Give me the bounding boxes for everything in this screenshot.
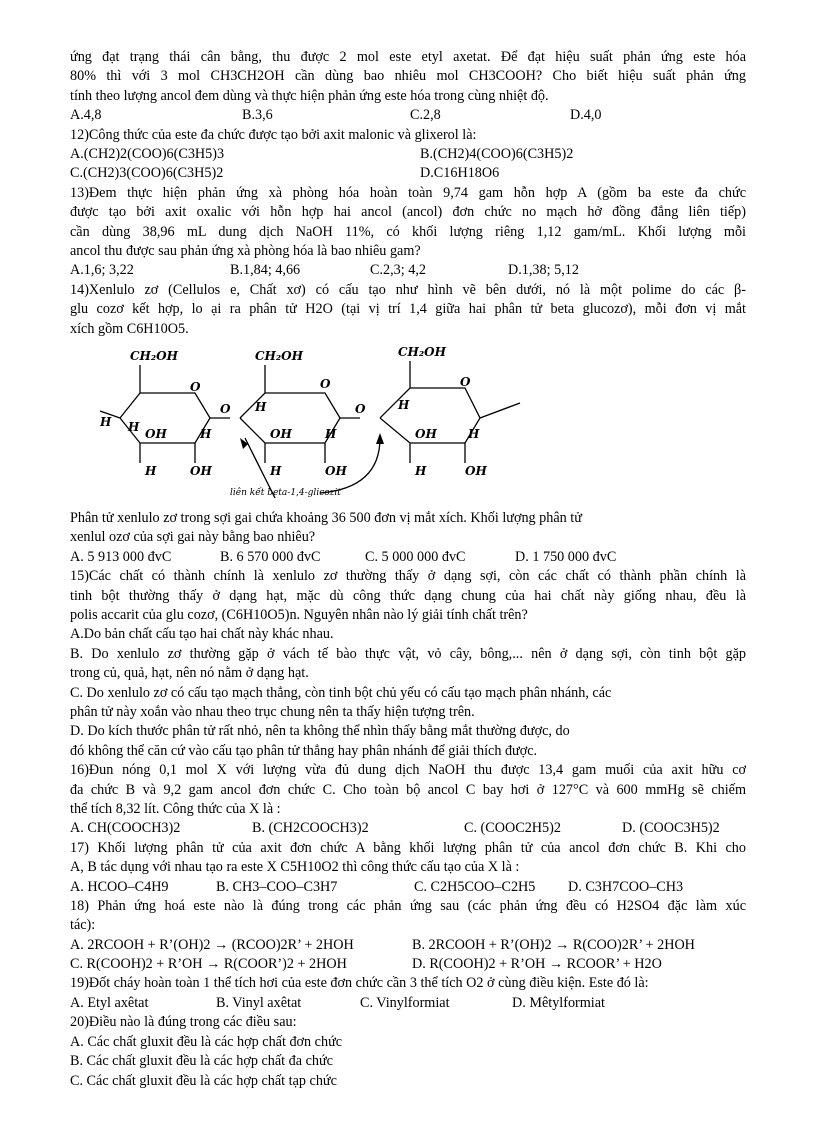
ring2-h2-label: H	[325, 426, 337, 441]
q18-option-c: C. R(COOH)2 + R’OH → R(COOR’)2 + 2HOH	[70, 956, 347, 973]
q13-line-2: được tạo bởi axit oxalic với hỗn hợp hai ancol (ancol) đơn chức no mạch hở đồng đẳng liên tiếp)	[70, 204, 746, 221]
q14-line-1: 14)Xenlulo zơ (Cellulos e, Chất xơ) có cấu tạo như hình vẽ bên dưới, nó là một polime do các β-	[70, 281, 746, 298]
q17-options	[70, 878, 746, 897]
q15-option-d-line-1: D. Do kích thước phân tử rất nhỏ, nên ta không thể nhìn thấy bằng mắt thường được, do	[70, 723, 570, 740]
intro-option-c: C.2,8	[410, 107, 441, 124]
q15-option-b-line-2: trong củ, quả, hạt, nên nó nằm ở dạng hạt.	[70, 665, 309, 682]
q14-option-b: B. 6 570 000 đvC	[220, 548, 321, 565]
intro-option-d: D.4,0	[570, 107, 602, 124]
q15-line-3: polis accarit của glu cozơ, (C6H10O5)n. Nguyên nhân nào lý giải tính chất trên?	[70, 606, 528, 623]
cellulose-structure-diagram	[80, 343, 550, 503]
q14-options	[70, 548, 746, 567]
ring1-h3-label: H	[145, 463, 157, 478]
intro-line-3: tính theo lượng ancol đem dùng và thực hiện phản ứng este hóa trong cùng nhiệt độ.	[70, 87, 549, 104]
q15-line-2: tinh bột thường thấy ở dạng hạt, mặc dù công thức dạng chung của hai chất này giống nhau, đều là	[70, 587, 746, 604]
ring1-ch2oh-label: CH₂OH	[130, 348, 178, 363]
q12-option-d: D.C16H18O6	[420, 165, 500, 182]
ring2-oh2-label: OH	[325, 463, 347, 478]
q12-options-row-2	[70, 164, 746, 183]
q13-line-1: 13)Đem thực hiện phản ứng xà phòng hóa hoàn toàn 9,74 gam hỗn hợp A (gồm ba este đa chức	[70, 184, 746, 201]
q12-option-a: A.(CH2)2(COO)6(C3H5)3	[70, 145, 225, 162]
q15-option-d-line-2: đó không thể căn cứ vào cấu tạo phân tử thẳng hay phân nhánh để giải thích được.	[70, 742, 538, 759]
q20-option-b: B. Các chất gluxit đều là các hợp chất đa chức	[70, 1053, 333, 1070]
q19-options	[70, 994, 746, 1013]
q14-line-3: xích gồm C6H10O5.	[70, 320, 189, 337]
q16-option-a: A. CH(COOCH3)2	[70, 820, 181, 837]
q14-option-c: C. 5 000 000 đvC	[365, 548, 466, 565]
q12-stem: 12)Công thức của este đa chức được tạo bởi axit malonic và glixerol là:	[70, 126, 477, 143]
intro-line-2: 80% thì với 3 mol CH3CH2OH cần dùng bao nhiêu mol CH3COOH? Cho biết hiệu suất phản ứng	[70, 68, 746, 85]
q18-options-row-1	[70, 936, 746, 955]
q15-option-c-line-2: phân tử này xoắn vào nhau theo trục chung nên ta thấy hiện tượng trên.	[70, 703, 475, 720]
q18-line-1: 18) Phản ứng hoá este nào là đúng trong các phản ứng sau (các phản ứng đều có H2SO4 đặc làm xúc	[70, 897, 746, 914]
q15-option-b-line-1: B. Do xenlulo zơ thường gặp ở vách tế bào thực vật, vỏ cây, bông,... nên ở dạng sợi, còn tinh bột gặp	[70, 645, 746, 662]
q20-option-a: A. Các chất gluxit đều là các hợp chất đơn chức	[70, 1033, 343, 1050]
q14-after-line-1: Phân tử xenlulo zơ trong sợi gai chứa khoảng 36 500 đơn vị mắt xích. Khối lượng phân tử	[70, 509, 582, 526]
q17-option-a: A. HCOO–C4H9	[70, 878, 169, 895]
q15-option-c-line-1: C. Do xenlulo zơ có cấu tạo mạch thẳng, còn tinh bột chủ yếu có cấu tạo mạch phân nhánh, các	[70, 684, 612, 701]
ring1-h4-label: H	[200, 426, 212, 441]
q16-option-b: B. (CH2COOCH3)2	[252, 820, 369, 837]
q20-option-c: C. Các chất gluxit đều là các hợp chất tạp chức	[70, 1072, 337, 1089]
q14-option-d: D. 1 750 000 đvC	[515, 548, 617, 565]
glycosidic-bond-caption: liên kết beta-1,4-glicozit	[230, 487, 341, 498]
cellulose-structure-figure	[70, 343, 746, 503]
q19-option-d: D. Mêtylformiat	[512, 994, 605, 1011]
q14-line-2: glu cozơ kết hợp, lo ại ra phân tử H2O (tại vị trí 1,4 giữa hai phân tử beta glucozơ), mỗi đơn vị mắt	[70, 301, 746, 318]
intro-option-b: B.3,6	[242, 107, 273, 124]
q16-line-3: thể tích 8,32 lít. Công thức của X là :	[70, 800, 281, 817]
q19-stem: 19)Đốt cháy hoàn toàn 1 thể tích hơi của este đơn chức cần 3 thể tích O2 ở cùng điều kiện. Este đó là:	[70, 975, 649, 992]
q17-line-2: A, B tác dụng với nhau tạo ra este X C5H10O2 thì công thức cấu tạo của X là :	[70, 859, 520, 876]
q12-option-b: B.(CH2)4(COO)6(C3H5)2	[420, 145, 574, 162]
ring1-oxygen-label: O	[190, 379, 201, 394]
q13-option-a: A.1,6; 3,22	[70, 262, 134, 279]
q13-option-c: C.2,3; 4,2	[370, 262, 426, 279]
ring2-h3-label: H	[270, 463, 282, 478]
ring2-h-label: H	[255, 399, 267, 414]
q17-option-c: C. C2H5COO–C2H5	[414, 878, 536, 895]
q17-line-1: 17) Khối lượng phân tử của axit đơn chức A bằng khối lượng phân tử của ancol đơn chức B. Khi cho	[70, 839, 746, 856]
q16-option-c: C. (COOC2H5)2	[464, 820, 561, 837]
ring3-oxygen-label: O	[460, 374, 471, 389]
q12-option-c: C.(CH2)3(COO)6(C3H5)2	[70, 165, 224, 182]
q19-option-b: B. Vinyl axêtat	[216, 994, 302, 1011]
q19-option-c: C. Vinylformiat	[360, 994, 450, 1011]
ring3-oh-label: OH	[415, 426, 437, 441]
intro-options	[70, 106, 746, 125]
q16-line-1: 16)Đun nóng 0,1 mol X với lượng vừa đủ dung dịch NaOH thu được 13,4 gam muối của axit hữu cơ	[70, 762, 746, 779]
q16-line-2: đa chức B và 9,2 gam ancol đơn chức C. Cho toàn bộ ancol C bay hơi ở 127°C và 600 mmHg sẽ chiếm	[70, 781, 746, 798]
q13-option-b: B.1,84; 4,66	[230, 262, 301, 279]
q18-option-b: B. 2RCOOH + R’(OH)2 → R(COO)2R’ + 2HOH	[412, 936, 695, 953]
ring2-oh-label: OH	[270, 426, 292, 441]
q16-option-d: D. (COOC3H5)2	[622, 820, 720, 837]
ring3-h-label: H	[398, 397, 410, 412]
q18-option-d: D. R(COOH)2 + R’OH → RCOOR’ + H2O	[412, 956, 662, 973]
q13-line-4: ancol thu được sau phản ứng xà phòng hóa là bao nhiêu gam?	[70, 242, 421, 259]
q14-after-line-2: xenlul ozơ của sợi gai này bằng bao nhiêu?	[70, 529, 316, 546]
ring2-oxygen-label: O	[320, 376, 331, 391]
q19-option-a: A. Etyl axêtat	[70, 994, 149, 1011]
ring2-ch2oh-label: CH₂OH	[255, 348, 303, 363]
q13-options	[70, 261, 746, 280]
q15-line-1: 15)Các chất có thành chính là xenlulo zơ thường thấy ở dạng sợi, còn các chất có thành phần chính là	[70, 568, 746, 585]
ring2-bridge-o-label: O	[220, 401, 231, 416]
q16-options	[70, 819, 746, 838]
q13-line-3: cần dùng 38,96 mL dung dịch NaOH 11%, có khối lượng riêng 1,12 gam/mL. Khối lượng mỗi	[70, 223, 746, 240]
q14-option-a: A. 5 913 000 đvC	[70, 548, 172, 565]
q18-line-2: tác):	[70, 917, 96, 934]
intro-line-1: ứng đạt trạng thái cân bằng, thu được 2 mol este etyl axetat. Để đạt hiệu suất phản ứng este hóa	[70, 49, 746, 65]
q13-option-d: D.1,38; 5,12	[508, 262, 579, 279]
q17-option-d: D. C3H7COO–CH3	[568, 878, 684, 895]
ring3-bridge-o-label: O	[355, 401, 366, 416]
q12-options-row-1	[70, 145, 746, 164]
q17-option-b: B. CH3–COO–C3H7	[216, 878, 338, 895]
ring3-h3-label: H	[415, 463, 427, 478]
q18-option-a: A. 2RCOOH + R’(OH)2 → (RCOO)2R’ + 2HOH	[70, 936, 354, 953]
document-page	[70, 48, 746, 1091]
q18-options-row-2	[70, 955, 746, 974]
ring1-oh2-label: OH	[190, 463, 212, 478]
q20-stem: 20)Điều nào là đúng trong các điều sau:	[70, 1014, 297, 1031]
q15-option-a: A.Do bản chất cấu tạo hai chất này khác nhau.	[70, 626, 334, 643]
ring1-h2-label: H	[128, 419, 140, 434]
ring3-ch2oh-label: CH₂OH	[398, 344, 446, 359]
ring3-h2-label: H	[468, 426, 480, 441]
ring1-oh-label: OH	[145, 426, 167, 441]
ring3-oh2-label: OH	[465, 463, 487, 478]
intro-option-a: A.4,8	[70, 107, 102, 124]
ring1-h-label: H	[100, 414, 112, 429]
